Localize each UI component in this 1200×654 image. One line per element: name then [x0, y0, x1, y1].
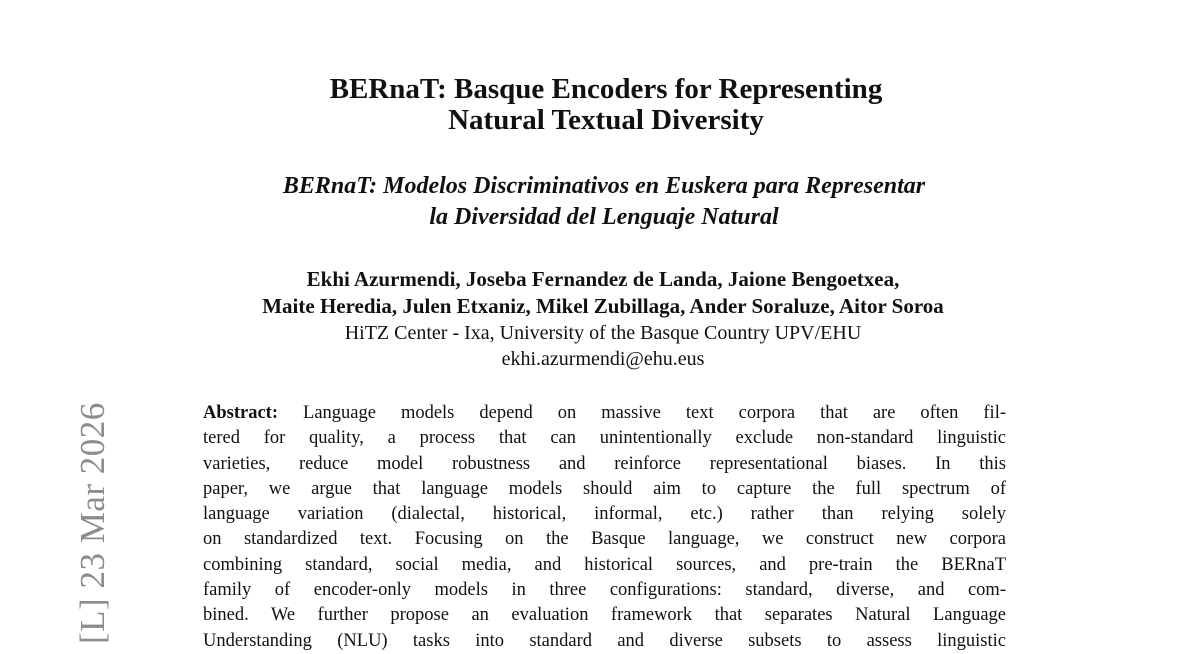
subtitle-line: BERnaT: Modelos Discriminativos en Euskera para Representar	[282, 173, 926, 199]
title-line: Natural Textual Diversity	[448, 104, 764, 136]
abstract-line: combining standard, social media, and historical sources, and pre-train the BERnaT	[203, 554, 1006, 575]
arxiv-side-stamp: [L] 23 Mar 2026	[73, 402, 112, 644]
abstract-line: varieties, reduce model robustness and reinforce representational biases. In this	[203, 453, 1006, 474]
abstract-line: on standardized text. Focusing on the Basque language, we construct new corpora	[203, 529, 1006, 550]
title-line: BERnaT: Basque Encoders for Representing	[329, 73, 883, 105]
paper-title	[6, 74, 1200, 136]
abstract-line: paper, we argue that language models should aim to capture the full spectrum of	[203, 478, 1006, 499]
contact-email: ekhi.azurmendi@ehu.eus	[501, 348, 705, 370]
subtitle-line: la Diversidad del Lenguaje Natural	[429, 204, 779, 230]
abstract-line: tered for quality, a process that can unintentionally exclude non-standard linguistic	[203, 428, 1006, 449]
author-line: Maite Heredia, Julen Etxaniz, Mikel Zubillaga, Ander Soraluze, Aitor Soroa	[262, 294, 944, 318]
author-line: Ekhi Azurmendi, Joseba Fernandez de Landa, Jaione Bengoetxea,	[306, 267, 900, 291]
abstract-label: Abstract:	[203, 403, 279, 423]
institution: HiTZ Center - Ixa, University of the Basque Country UPV/EHU	[344, 322, 862, 344]
paper-subtitle-spanish	[4, 171, 1200, 233]
abstract-line: family of encoder-only models in three configurations: standard, diverse, and com-	[203, 580, 1006, 601]
abstract-text: Language models depend on massive text corpora that are often fil-	[303, 403, 1006, 423]
abstract	[203, 401, 1006, 654]
author-list	[3, 266, 1200, 320]
abstract-line: Understanding (NLU) tasks into standard and diverse subsets to assess linguistic	[203, 630, 1006, 651]
abstract-line: bined. We further propose an evaluation framework that separates Natural Language	[203, 605, 1006, 626]
affiliation-block	[3, 320, 1200, 372]
abstract-line	[203, 401, 1006, 426]
abstract-line: language variation (dialectal, historical, informal, etc.) rather than relying solely	[203, 504, 1006, 525]
